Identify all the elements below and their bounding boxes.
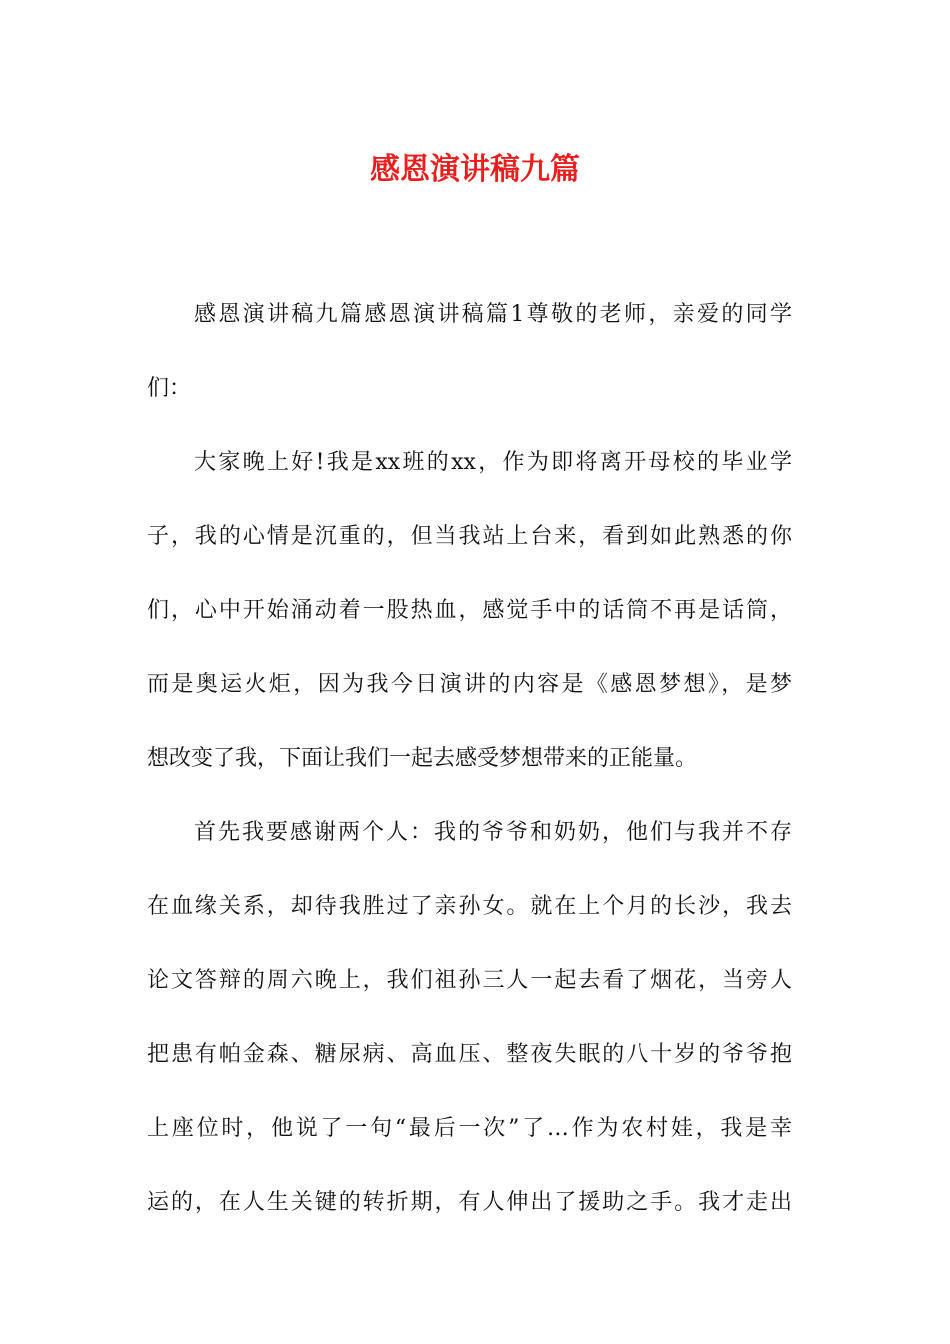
- body-line: 首先我要感谢两个人：我的爷爷和奶奶，他们与我并不存: [194, 820, 792, 845]
- body-line: 论文答辩的周六晚上，我们祖孙三人一起去看了烟花，当旁人: [147, 968, 792, 993]
- body-line: 想改变了我，下面让我们一起去感受梦想带来的正能量。: [147, 746, 698, 771]
- body-line: 运的，在人生关键的转折期，有人伸出了援助之手。我才走出: [147, 1190, 792, 1215]
- body-line: 而是奥运火炬，因为我今日演讲的内容是《感恩梦想》，是梦: [147, 672, 792, 697]
- body-line: 大家晚上好!我是xx班的xx，作为即将离开母校的毕业学: [194, 450, 792, 475]
- body-line: 子，我的心情是沉重的，但当我站上台来，看到如此熟悉的你: [147, 524, 792, 549]
- body-line: 把患有帕金森、糖尿病、高血压、整夜失眠的八十岁的爷爷抱: [147, 1042, 792, 1067]
- document-body: [147, 278, 792, 1240]
- body-line: 在血缘关系，却待我胜过了亲孙女。就在上个月的长沙，我去: [147, 894, 792, 919]
- body-line: 们：: [147, 376, 192, 401]
- body-line: 上座位时，他说了一句“最后一次”了…作为农村娃，我是幸: [147, 1116, 792, 1141]
- body-line: 感恩演讲稿九篇感恩演讲稿篇1尊敬的老师，亲爱的同学: [194, 302, 792, 327]
- document-title: 感恩演讲稿九篇: [370, 152, 580, 187]
- body-line: 们，心中开始涌动着一股热血，感觉手中的话筒不再是话筒，: [147, 598, 792, 623]
